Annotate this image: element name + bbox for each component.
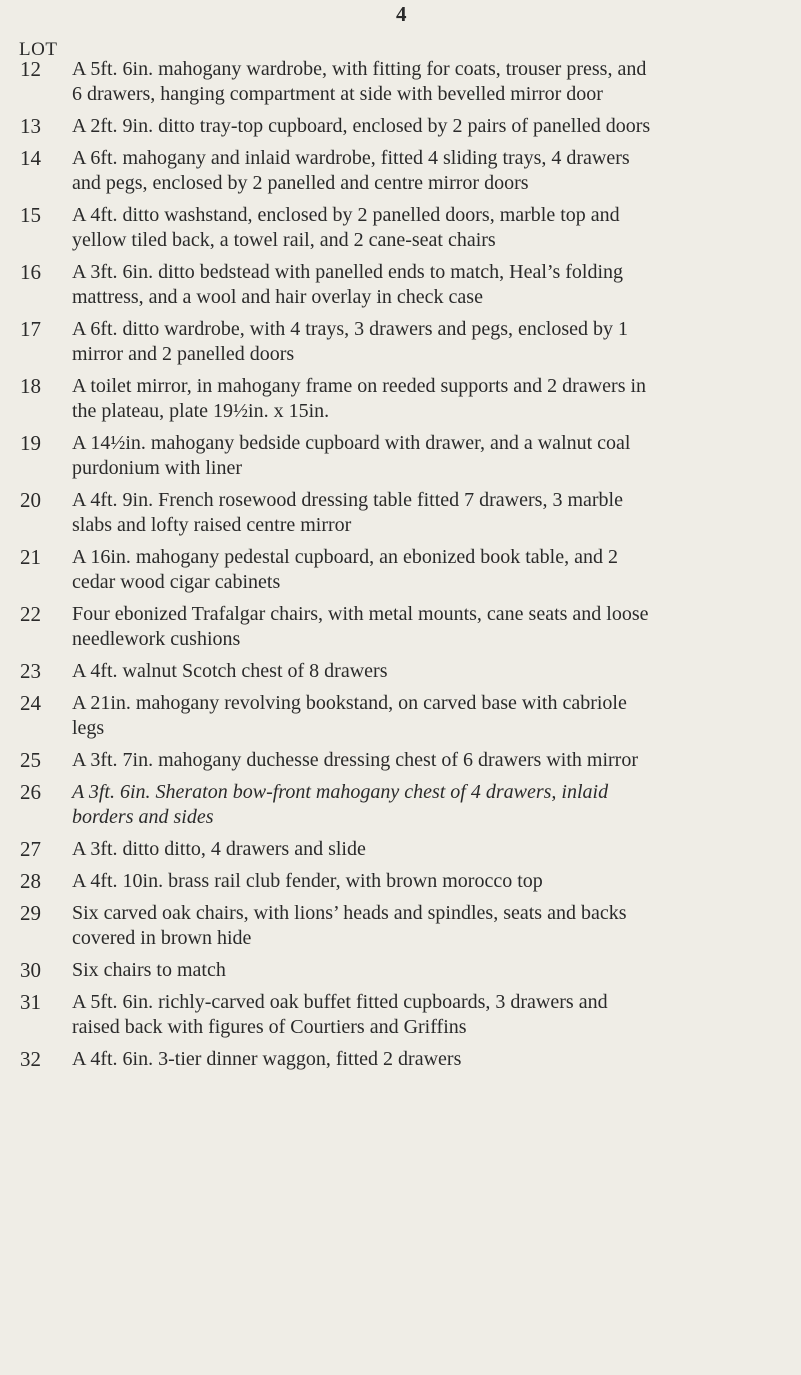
lot-entry — [0, 260, 801, 310]
lot-entry — [0, 431, 801, 481]
lot-description: A 4ft. 10in. brass rail club fender, with brown morocco top — [72, 870, 543, 892]
lot-description: A 5ft. 6in. mahogany wardrobe, with fitting for coats, trouser press, and 6 drawers, hanging compartment at side with bevelled mirror door — [72, 58, 647, 105]
lot-entry — [0, 748, 801, 773]
lot-number: 32 — [20, 1047, 41, 1071]
lot-entry — [0, 602, 801, 652]
lot-entry — [0, 691, 801, 741]
lot-entry — [0, 146, 801, 196]
lot-entry — [0, 901, 801, 951]
lot-description: A 4ft. walnut Scotch chest of 8 drawers — [72, 660, 388, 682]
lot-list — [0, 57, 801, 1079]
lot-number: 14 — [20, 146, 41, 170]
lot-number: 19 — [20, 431, 41, 455]
lot-number: 12 — [20, 57, 41, 81]
lot-entry — [0, 57, 801, 107]
lot-entry — [0, 1047, 801, 1072]
lot-entry — [0, 780, 801, 830]
lot-entry — [0, 837, 801, 862]
lot-number: 17 — [20, 317, 41, 341]
lot-entry — [0, 374, 801, 424]
lot-number: 16 — [20, 260, 41, 284]
lot-number: 29 — [20, 901, 41, 925]
lot-number: 30 — [20, 958, 41, 982]
lot-entry — [0, 203, 801, 253]
lot-description: A 6ft. mahogany and inlaid wardrobe, fitted 4 sliding trays, 4 drawers and pegs, enclosed by 2 panelled and centre mirror doors — [72, 147, 630, 194]
lot-entry — [0, 317, 801, 367]
lot-number: 31 — [20, 990, 41, 1014]
lot-description: A 21in. mahogany revolving bookstand, on carved base with cabriole legs — [72, 692, 627, 739]
lot-description: A toilet mirror, in mahogany frame on reeded supports and 2 drawers in the plateau, plate 19½in. x 15in. — [72, 375, 647, 422]
lot-description: A 4ft. ditto washstand, enclosed by 2 panelled doors, marble top and yellow tiled back, a towel rail, and 2 cane-seat chairs — [72, 204, 620, 251]
lot-column-header: LOT — [19, 39, 58, 60]
lot-number: 27 — [20, 837, 41, 861]
lot-description: A 3ft. 6in. ditto bedstead with panelled ends to match, Heal’s folding mattress, and a wool and hair overlay in check case — [72, 261, 624, 308]
lot-description: A 2ft. 9in. ditto tray-top cupboard, enclosed by 2 pairs of panelled doors — [72, 115, 651, 137]
lot-description: A 16in. mahogany pedestal cupboard, an ebonized book table, and 2 cedar wood cigar cabinets — [72, 546, 618, 593]
lot-number: 23 — [20, 659, 41, 683]
lot-number: 28 — [20, 869, 41, 893]
lot-description: A 3ft. 6in. Sheraton bow-front mahogany chest of 4 drawers, inlaid borders and sides — [72, 781, 609, 828]
lot-description: A 3ft. 7in. mahogany duchesse dressing chest of 6 drawers with mirror — [72, 749, 638, 771]
lot-description: A 14½in. mahogany bedside cupboard with drawer, and a walnut coal purdonium with liner — [72, 432, 631, 479]
lot-description: A 4ft. 9in. French rosewood dressing table fitted 7 drawers, 3 marble slabs and lofty raised centre mirror — [72, 489, 623, 536]
lot-number: 13 — [20, 114, 41, 138]
lot-number: 15 — [20, 203, 41, 227]
lot-number: 21 — [20, 545, 41, 569]
lot-entry — [0, 869, 801, 894]
lot-entry — [0, 659, 801, 684]
lot-number: 25 — [20, 748, 41, 772]
lot-entry — [0, 958, 801, 983]
lot-number: 20 — [20, 488, 41, 512]
lot-description: A 5ft. 6in. richly-carved oak buffet fitted cupboards, 3 drawers and raised back with figures of Courtiers and Griffins — [72, 991, 608, 1038]
lot-entry — [0, 488, 801, 538]
lot-number: 22 — [20, 602, 41, 626]
page-number: 4 — [396, 2, 407, 26]
lot-description: A 4ft. 6in. 3-tier dinner waggon, fitted 2 drawers — [72, 1048, 462, 1070]
lot-description: A 3ft. ditto ditto, 4 drawers and slide — [72, 838, 366, 860]
lot-description: Four ebonized Trafalgar chairs, with metal mounts, cane seats and loose needlework cushions — [72, 603, 649, 650]
lot-description: Six chairs to match — [72, 959, 226, 981]
lot-entry — [0, 114, 801, 139]
lot-description: A 6ft. ditto wardrobe, with 4 trays, 3 drawers and pegs, enclosed by 1 mirror and 2 panelled doors — [72, 318, 628, 365]
lot-number: 18 — [20, 374, 41, 398]
lot-description: Six carved oak chairs, with lions’ heads and spindles, seats and backs covered in brown hide — [72, 902, 627, 949]
lot-entry — [0, 545, 801, 595]
lot-number: 26 — [20, 780, 41, 804]
lot-number: 24 — [20, 691, 41, 715]
lot-entry — [0, 990, 801, 1040]
